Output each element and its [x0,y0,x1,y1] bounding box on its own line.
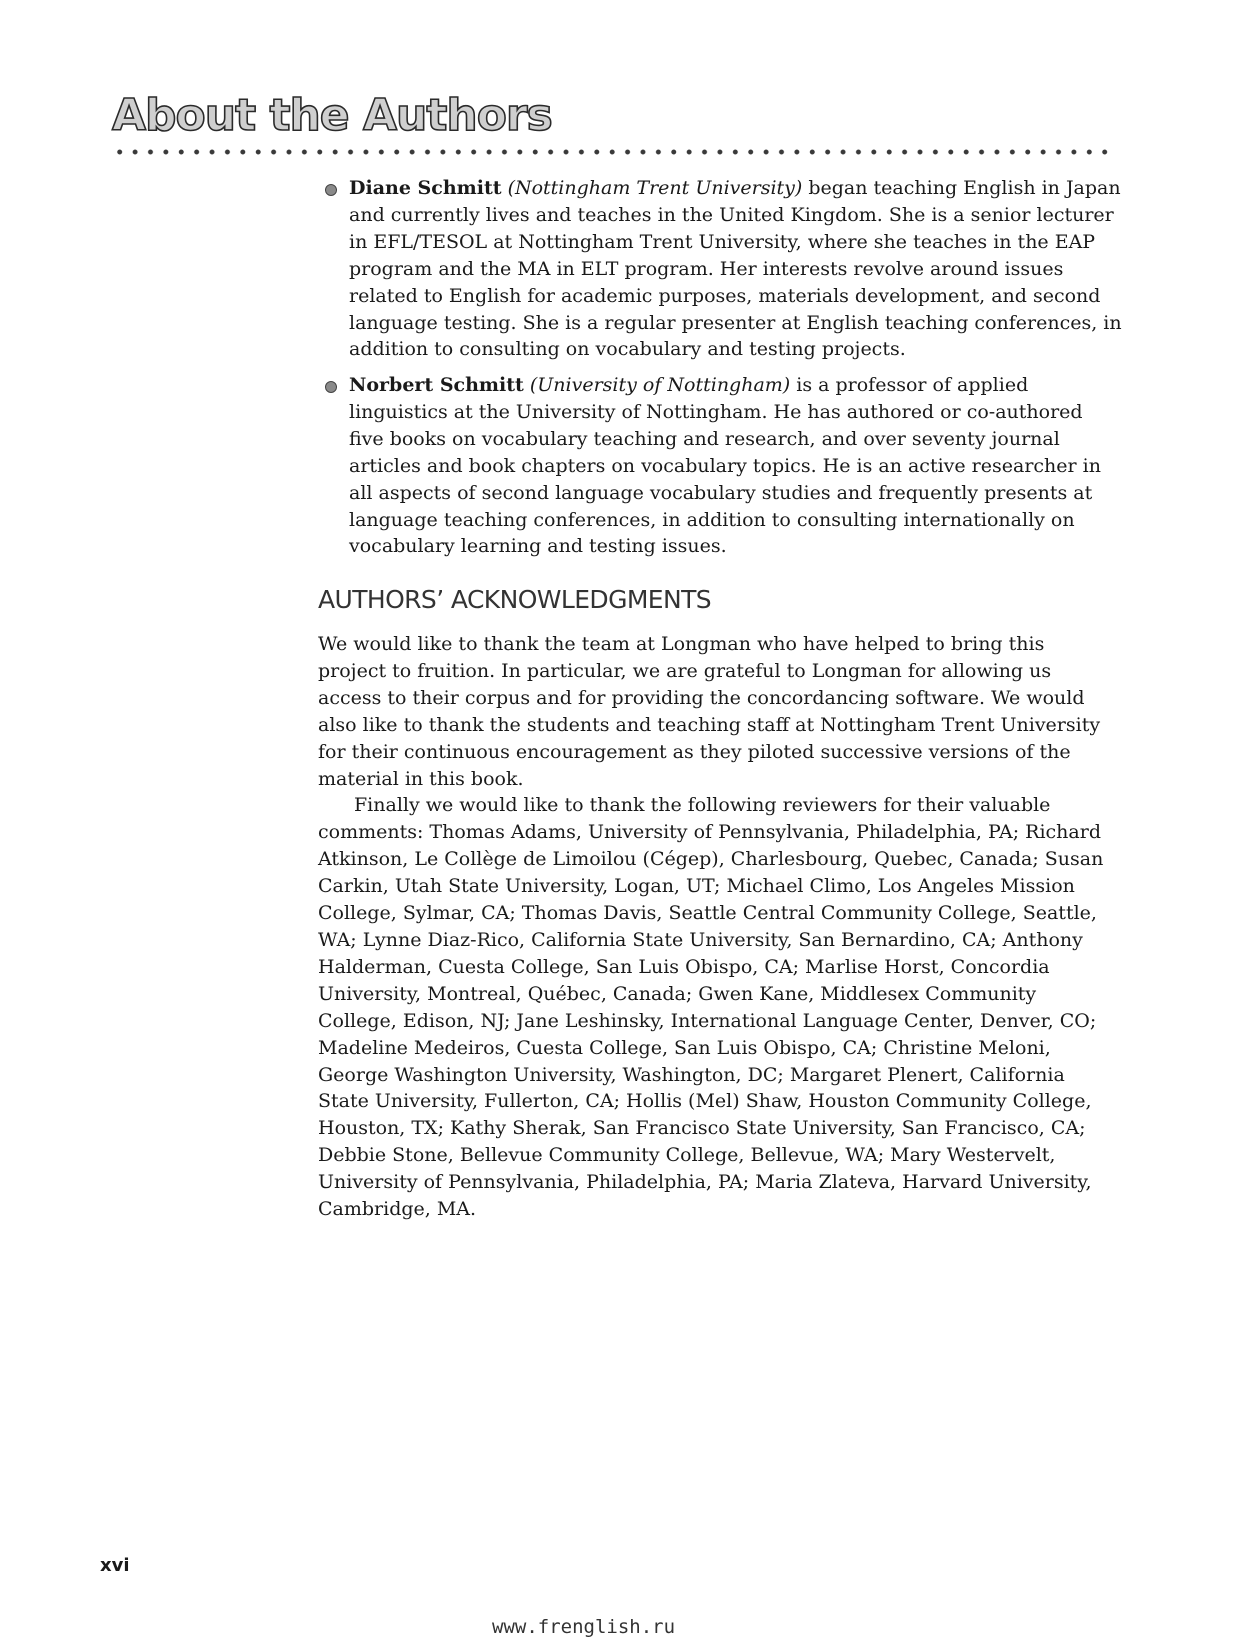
page-number: xvi [100,1555,130,1576]
acknowledgments-paragraph: We would like to thank the team at Longman who have helped to bring this project to fruition. In particular, we are grateful to Longman for allowing us access to their corpus and for providing the concordancing software. We would also like to thank the students and teaching staff at Nottingham Trent University for their continuous encouragement as they piloted successive versions of the material in this book. [318,633,1101,790]
acknowledgments-paragraph: Finally we would like to thank the following reviewers for their valuable comments: Thomas Adams, University of Pennsylvania, Philadelphia, PA; Richard Atkinson, Le Collège de Limoilou (Cégep), Charlesbourg, Quebec, Canada; Susan Carkin, Utah State University, Logan, UT; Michael Climo, Los Angeles Mission College, Sylmar, CA; Thomas Davis, Seattle Central Community College, Seattle, WA; Lynne Diaz-Rico, California State University, San Bernardino, CA; Anthony Halderman, Cuesta College, San Luis Obispo, CA; Marlise Horst, Concordia University, Montreal, Québec, Canada; Gwen Kane, Middlesex Community College, Edison, NJ; Jane Leshinsky, International Language Center, Denver, CO; Madeline Medeiros, Cuesta College, San Luis Obispo, CA; Christine Meloni, George Washington University, Washington, DC; Margaret Plenert, California State University, Fullerton, CA; Hollis (Mel) Shaw, Houston Community College, Houston, TX; Kathy Sherak, San Francisco State University, San Francisco, CA; Debbie Stone, Bellevue Community College, Bellevue, WA; Mary Westervelt, University of Pennsylvania, Philadelphia, PA; Maria Zlateva, Harvard University, Cambridge, MA. [318,794,1104,1221]
bullet-icon [325,381,337,393]
author-bio-item [322,175,1122,363]
author-name: Norbert Schmitt [349,374,524,396]
author-bio-text: began teaching English in Japan and currently lives and teaches in the United Kingdom. She is a senior lecturer in EFL/TESOL at Nottingham Trent University, where she teaches in the EAP program and the MA in ELT program. Her interests revolve around issues related to English for academic purposes, materials development, and second language testing. She is a regular presenter at English teaching conferences, in addition to consulting on vocabulary and testing projects. [349,177,1122,361]
page-title: About the Authors [112,90,552,141]
author-name: Diane Schmitt [349,177,502,199]
author-affiliation: (Nottingham Trent University) [507,177,803,199]
bullet-icon [325,184,337,196]
watermark-url: www.frenglish.ru [492,1616,676,1638]
dotted-divider [112,149,1114,155]
author-bio-text: is a professor of applied linguistics at the University of Nottingham. He has authored or co-authored five books on vocabulary teaching and research, and over seventy journal articles and book chapters on vocabulary topics. He is an active researcher in all aspects of second language vocabulary studies and frequently presents at language teaching conferences, in addition to consulting internationally on vocabulary learning and testing issues. [349,374,1101,558]
acknowledgments-body [318,631,1118,1223]
acknowledgments-heading: AUTHORS’ ACKNOWLEDGMENTS [318,585,712,614]
author-affiliation: (University of Nottingham) [529,374,791,396]
author-bio-item [322,372,1122,560]
